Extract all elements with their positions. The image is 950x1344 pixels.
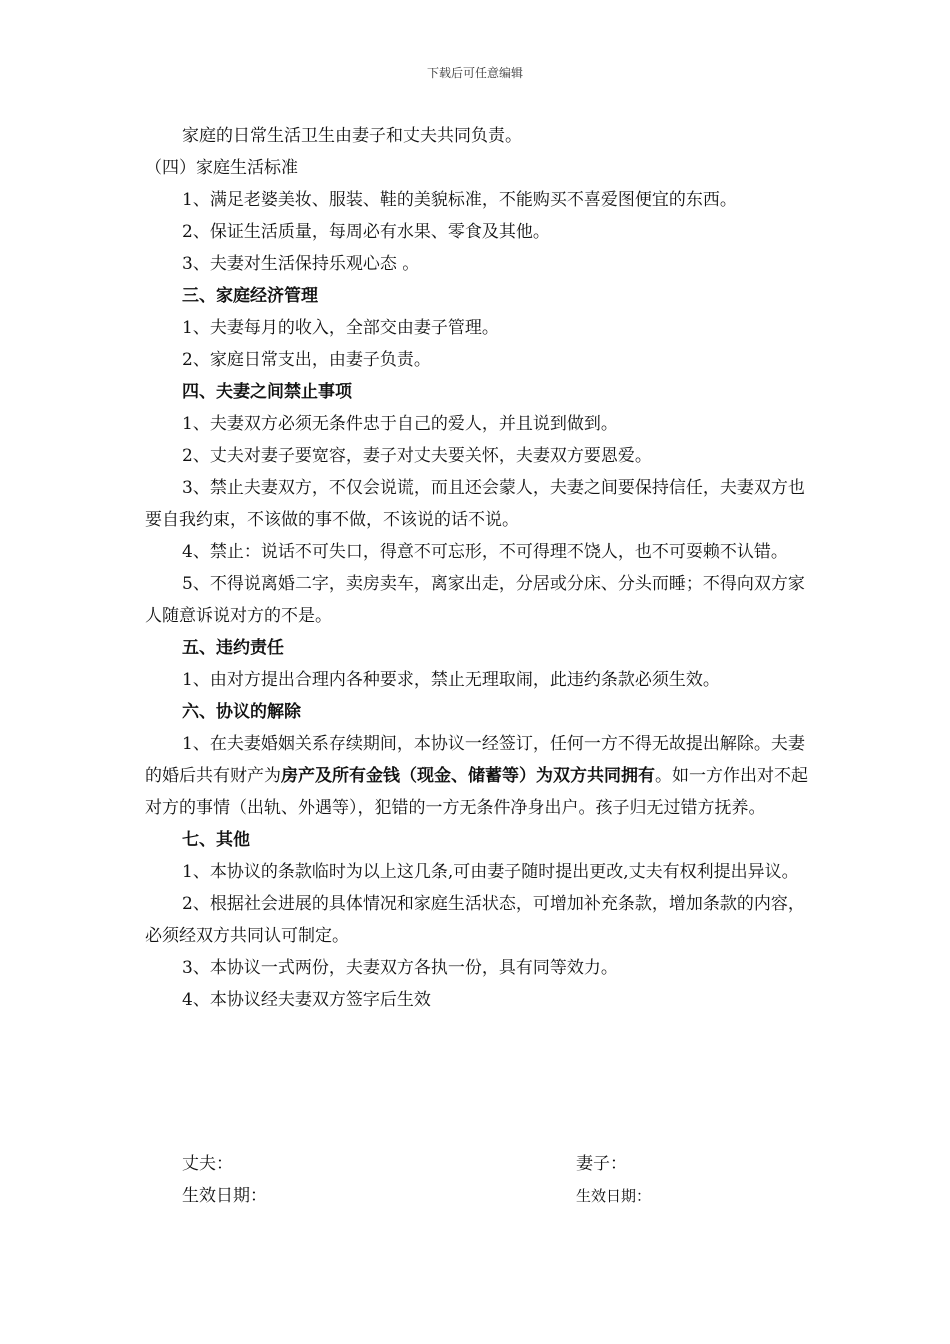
signature-row-dates — [182, 1180, 682, 1212]
paragraph-beauty-standard: 1、满足老婆美妆、服装、鞋的美貌标准，不能购买不喜爱图便宜的东西。 — [182, 190, 737, 210]
termination-text-end: 。如一方作出对不起对方的事情（出轨、外遇等），犯错的一方无条件净身出户。孩子归无过错方抚养。 — [145, 766, 808, 818]
paragraph-termination — [145, 728, 810, 824]
effective-date-right-label: 生效日期： — [576, 1187, 652, 1205]
paragraph-optimism: 3、夫妻对生活保持乐观心态 。 — [182, 254, 420, 274]
paragraph-copies: 3、本协议一式两份，夫妻双方各执一份，具有同等效力。 — [182, 958, 618, 978]
paragraph-hygiene: 家庭的日常生活卫生由妻子和丈夫共同负责。 — [182, 126, 522, 146]
paragraph-life-quality: 2、保证生活质量，每周必有水果、零食及其他。 — [182, 222, 550, 242]
paragraph-supplements: 2、根据社会进展的具体情况和家庭生活状态，可增加补充条款，增加条款的内容，必须经双方共同认可制定。 — [145, 894, 805, 946]
termination-property-emphasis: 房产及所有金钱（现金、储蓄等）为双方共同拥有 — [281, 766, 655, 786]
paragraph-speech: 4、禁止：说话不可失口，得意不可忘形，不可得理不饶人，也不可耍赖不认错。 — [182, 542, 788, 562]
paragraph-honesty: 3、禁止夫妻双方，不仅会说谎，而且还会蒙人，夫妻之间要保持信任，夫妻双方也要自我约束，不该做的事不做，不该说的话不说。 — [145, 478, 805, 530]
paragraph-no-divorce: 5、不得说离婚二字，卖房卖车，离家出走，分居或分床、分头而睡；不得向双方家人随意诉说对方的不是。 — [145, 574, 805, 626]
header-note: 下载后可任意编辑 — [426, 66, 523, 80]
subheading-living-standard: （四）家庭生活标准 — [145, 158, 298, 178]
document-body — [145, 120, 810, 1016]
paragraph-breach-terms: 1、由对方提出合理内各种要求，禁止无理取闹，此违约条款必须生效。 — [182, 670, 720, 690]
section-heading-breach: 五、违约责任 — [182, 638, 284, 658]
section-heading-prohibitions: 四、夫妻之间禁止事项 — [182, 382, 352, 402]
section-heading-other: 七、其他 — [182, 830, 250, 850]
paragraph-income: 1、夫妻每月的收入，全部交由妻子管理。 — [182, 318, 499, 338]
section-heading-termination: 六、协议的解除 — [182, 702, 301, 722]
section-heading-economy: 三、家庭经济管理 — [182, 286, 318, 306]
termination-text-start: 1、在夫妻婚姻关系存续期间，本协议一经签订，任何一方不得无故提出解除。夫妻的婚后共有财产为 — [145, 734, 805, 786]
effective-date-left-label: 生效日期： — [182, 1186, 267, 1206]
paragraph-amendments: 1、本协议的条款临时为以上这几条,可由妻子随时提出更改,丈夫有权利提出异议。 — [182, 862, 799, 882]
signature-row-names — [182, 1148, 682, 1180]
paragraph-loyalty: 1、夫妻双方必须无条件忠于自己的爱人，并且说到做到。 — [182, 414, 618, 434]
husband-signature-label: 丈夫： — [182, 1154, 233, 1174]
wife-signature-label: 妻子： — [576, 1154, 627, 1174]
paragraph-effective: 4、本协议经夫妻双方签字后生效 — [182, 990, 431, 1010]
paragraph-expenses: 2、家庭日常支出，由妻子负责。 — [182, 350, 431, 370]
paragraph-tolerance: 2、丈夫对妻子要宽容，妻子对丈夫要关怀，夫妻双方要恩爱。 — [182, 446, 652, 466]
signature-block — [182, 1148, 682, 1212]
